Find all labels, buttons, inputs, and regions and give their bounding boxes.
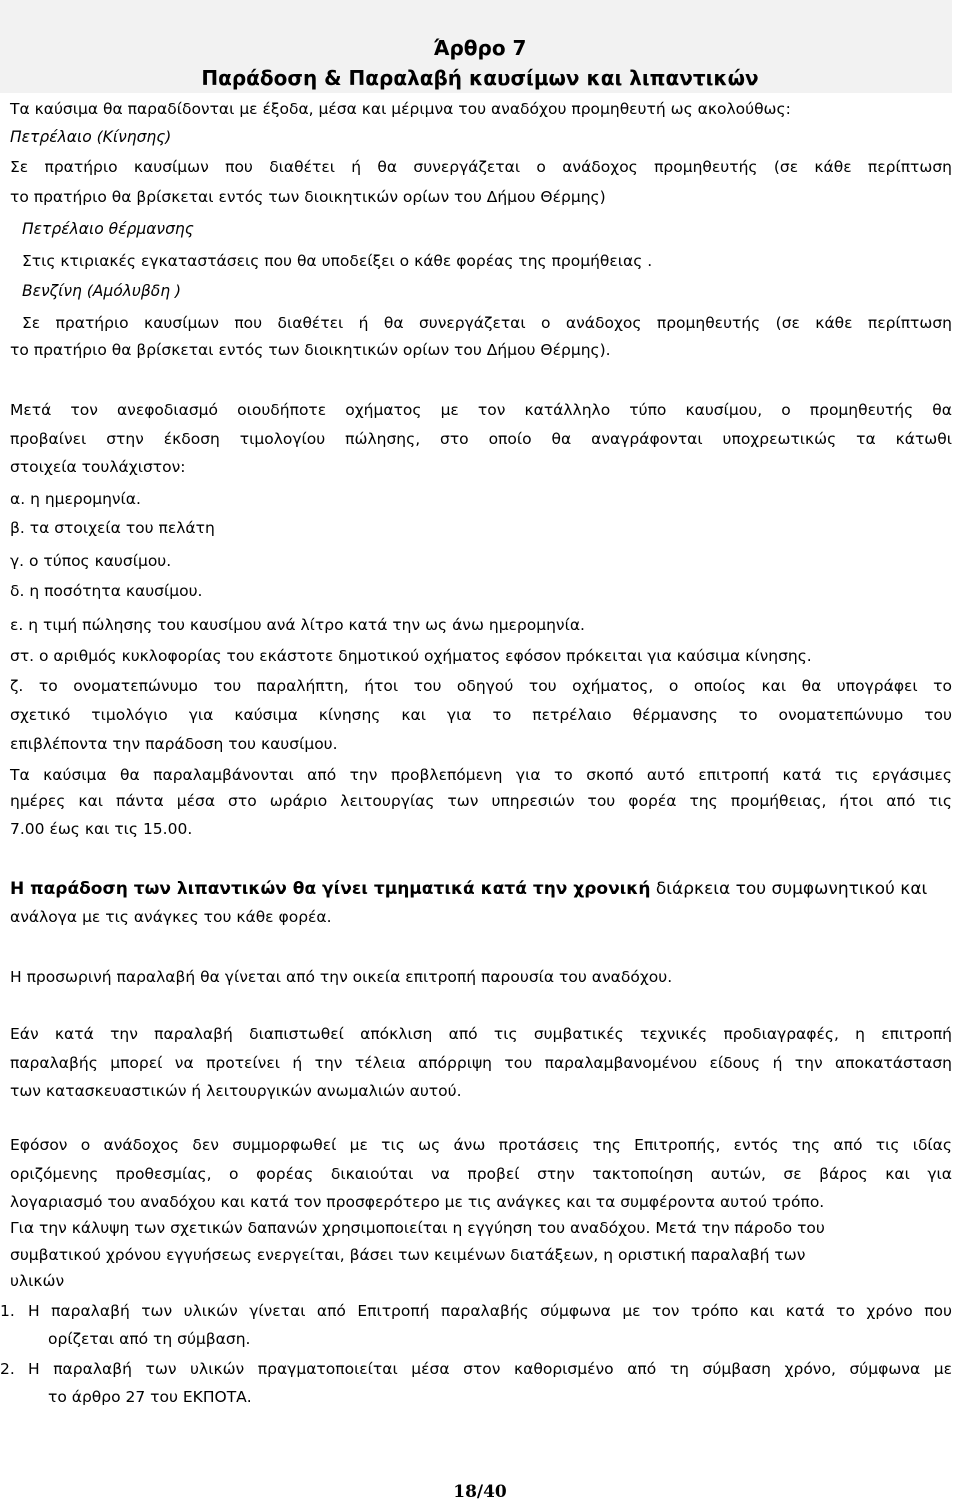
article-title: Άρθρο 7 bbox=[433, 36, 527, 60]
lubricants-text-2: ανάλογα με τις ανάγκες του κάθε φορέα. bbox=[10, 908, 332, 926]
invoice-text-2: προβαίνει στην έκδοση τιμολογίου πώλησης, στο οποίο θα αναγράφονται υποχρεωτικώς τα κάτωθι bbox=[10, 430, 952, 448]
lubricants-text-1 bbox=[10, 878, 927, 900]
petrol-heading: Βενζίνη (Αμόλυβδη ) bbox=[22, 282, 182, 300]
invoice-item-e: ε. η τιμή πώλησης του καυσίμου ανά λίτρο κατά την ως άνω ημερομηνία. bbox=[10, 616, 585, 634]
list-item-number: 2. bbox=[0, 1360, 15, 1378]
petrol-text-1: Σε πρατήριο καυσίμων που διαθέτει ή θα συνεργάζεται ο ανάδοχος προμηθευτής (σε κάθε περίπτωση bbox=[22, 314, 952, 332]
lubricants-bold: Η παράδοση των λιπαντικών θα γίνει τμηματικά κατά την χρονική bbox=[10, 879, 651, 899]
noncompliance-text-6: υλικών bbox=[10, 1272, 65, 1290]
list-item-1-line-2: ορίζεται από τη σύμβαση. bbox=[48, 1330, 251, 1348]
invoice-item-z-2: σχετικό τιμολόγιο για καύσιμα κίνησης και για το πετρέλαιο θέρμανσης το ονοματεπώνυμο του bbox=[10, 706, 952, 724]
noncompliance-text-4: Για την κάλυψη των σχετικών δαπανών χρησιμοποιείται η εγγύηση του αναδόχου. Μετά την πάροδο του bbox=[10, 1219, 825, 1237]
provisional-receipt: Η προσωρινή παραλαβή θα γίνεται από την οικεία επιτροπή παρουσία του αναδόχου. bbox=[10, 968, 673, 986]
deviation-text-3: των κατασκευαστικών ή λειτουργικών ανωμαλιών αυτού. bbox=[10, 1082, 462, 1100]
invoice-item-z-1: ζ. το ονοματεπώνυμο του παραλήπτη, ήτοι του οδηγού του οχήματος, ο οποίος και θα υπογράφει το bbox=[10, 677, 952, 695]
invoice-item-st: στ. ο αριθμός κυκλοφορίας του εκάστοτε δημοτικού οχήματος εφόσον πρόκειται για καύσιμα κίνησης. bbox=[10, 647, 812, 665]
invoice-item-c: γ. ο τύπος καυσίμου. bbox=[10, 552, 172, 570]
petrol-text-2: το πρατήριο θα βρίσκεται εντός των διοικητικών ορίων του Δήμου Θέρμης). bbox=[10, 341, 611, 359]
list-item-2-line-2: το άρθρο 27 του ΕΚΠΟΤΑ. bbox=[48, 1388, 252, 1406]
invoice-text-1: Μετά τον ανεφοδιασμό οιουδήποτε οχήματος με τον κατάλληλο τύπο καυσίμου, ο προμηθευτής θα bbox=[10, 401, 952, 419]
invoice-item-d: δ. η ποσότητα καυσίμου. bbox=[10, 582, 203, 600]
page-number: 18/40 bbox=[453, 1482, 507, 1502]
list-item-1-line-1: Η παραλαβή των υλικών γίνεται από Επιτροπή παραλαβής σύμφωνα με τον τρόπο και κατά το χρόνο που bbox=[28, 1302, 952, 1320]
diesel-text-1: Σε πρατήριο καυσίμων που διαθέτει ή θα συνεργάζεται ο ανάδοχος προμηθευτής (σε κάθε περίπτωση bbox=[10, 158, 952, 176]
heating-heading: Πετρέλαιο θέρμανσης bbox=[22, 220, 194, 238]
noncompliance-text-5: συμβατικού χρόνου εγγυήσεως ενεργείται, βάσει των κειμένων διατάξεων, η οριστική παραλαβή των bbox=[10, 1246, 806, 1264]
article-subtitle: Παράδοση & Παραλαβή καυσίμων και λιπαντικών bbox=[201, 66, 759, 90]
noncompliance-text-1: Εφόσον ο ανάδοχος δεν συμμορφωθεί με τις ως άνω προτάσεις της Επιτροπής, εντός της από τις ιδίας bbox=[10, 1136, 952, 1154]
receipt-text-2: ημέρες και πάντα μέσα στο ωράριο λειτουργίας των υπηρεσιών του φορέα της προμήθειας, ήτοι από τις bbox=[10, 792, 952, 810]
invoice-text-3: στοιχεία τουλάχιστον: bbox=[10, 458, 186, 476]
noncompliance-text-3: λογαριασμό του αναδόχου και κατά τον προσφερότερο με τις ανάγκες και τα συμφέροντα αυτού τρόπο. bbox=[10, 1193, 825, 1211]
receipt-text-3: 7.00 έως και τις 15.00. bbox=[10, 820, 193, 838]
delivery-intro: Τα καύσιμα θα παραδίδονται με έξοδα, μέσα και μέριμνα του αναδόχου προμηθευτή ως ακολούθως: bbox=[10, 100, 791, 118]
diesel-heading: Πετρέλαιο (Κίνησης) bbox=[10, 128, 172, 146]
invoice-item-b: β. τα στοιχεία του πελάτη bbox=[10, 519, 215, 537]
diesel-text-2: το πρατήριο θα βρίσκεται εντός των διοικητικών ορίων του Δήμου Θέρμης) bbox=[10, 188, 606, 206]
invoice-item-a: α. η ημερομηνία. bbox=[10, 490, 141, 508]
heating-text: Στις κτιριακές εγκαταστάσεις που θα υποδείξει ο κάθε φορέας της προμήθειας . bbox=[22, 252, 653, 270]
lubricants-rest: διάρκεια του συμφωνητικού και bbox=[650, 879, 928, 899]
receipt-text-1: Τα καύσιμα θα παραλαμβάνονται από την προβλεπόμενη για το σκοπό αυτό επιτροπή κατά τις εργάσιμες bbox=[10, 766, 952, 784]
invoice-item-z-3: επιβλέποντα την παράδοση του καυσίμου. bbox=[10, 735, 338, 753]
list-item-2-line-1: Η παραλαβή των υλικών πραγματοποιείται μέσα στον καθορισμένο από τη σύμβαση χρόνο, σύμφωνα με bbox=[28, 1360, 952, 1378]
deviation-text-1: Εάν κατά την παραλαβή διαπιστωθεί απόκλιση από τις συμβατικές τεχνικές προδιαγραφές, η επιτροπή bbox=[10, 1025, 952, 1043]
deviation-text-2: παραλαβής μπορεί να προτείνει ή την τέλεια απόρριψη του παραλαμβανομένου είδους ή την αποκατάσταση bbox=[10, 1054, 952, 1072]
noncompliance-text-2: οριζόμενης προθεσμίας, ο φορέας δικαιούται να προβεί στην τακτοποίηση αυτών, σε βάρος και για bbox=[10, 1165, 952, 1183]
list-item-number: 1. bbox=[0, 1302, 15, 1320]
